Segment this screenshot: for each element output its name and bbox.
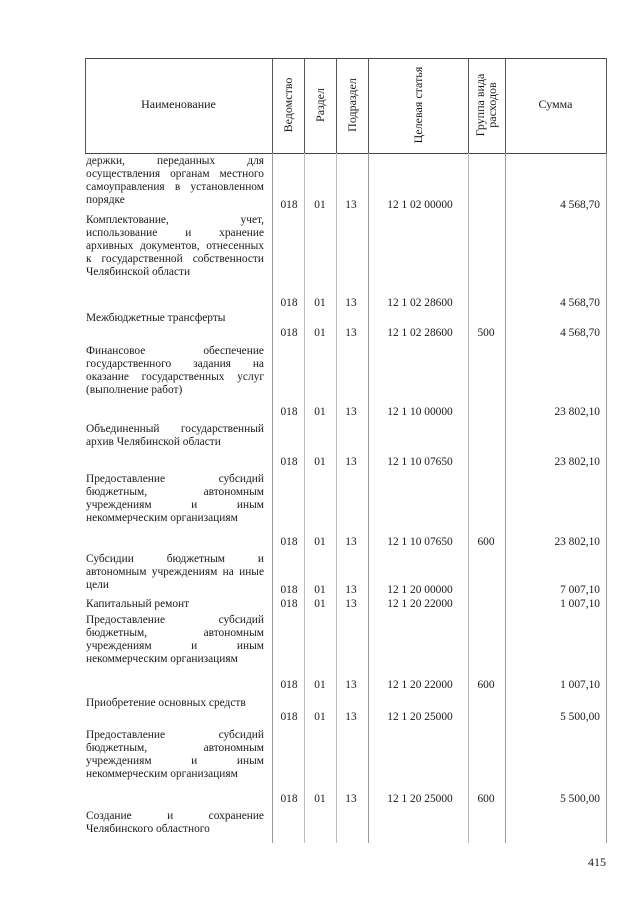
- cell-gruppa: 500: [477, 327, 495, 339]
- cell-vedomstvo: 018: [280, 327, 298, 339]
- cell-vedomstvo: 018: [280, 679, 298, 691]
- cell-vedomstvo: 018: [280, 793, 298, 805]
- col-divider: [606, 58, 607, 153]
- row-name: Субсидии бюджетным и автономным учреждениям на иные цели: [86, 553, 264, 591]
- col-divider: [368, 153, 369, 843]
- row-name: держки, переданных для осуществления органам местного самоуправления в установленном порядке: [86, 155, 264, 206]
- col-divider: [468, 153, 469, 843]
- cell-podrazdel: 13: [345, 456, 357, 468]
- cell-summa: 4 568,70: [560, 327, 600, 339]
- cell-podrazdel: 13: [345, 584, 357, 596]
- row-name: Предоставление субсидий бюджетным, автономным учреждениям и иным некоммерческим организациям: [86, 729, 264, 780]
- cell-podrazdel: 13: [345, 297, 357, 309]
- cell-vedomstvo: 018: [280, 536, 298, 548]
- cell-podrazdel: 13: [345, 406, 357, 418]
- cell-podrazdel: 13: [345, 598, 357, 610]
- cell-summa: 5 500,00: [560, 793, 600, 805]
- col-divider: [272, 58, 273, 153]
- col-divider: [336, 153, 337, 843]
- cell-podrazdel: 13: [345, 679, 357, 691]
- cell-podrazdel: 13: [345, 536, 357, 548]
- row-name: Предоставление субсидий бюджетным, автономным учреждениям и иным некоммерческим организациям: [86, 614, 264, 665]
- header-podrazdel: Подраздел: [345, 78, 359, 132]
- header-razdel: Раздел: [313, 88, 327, 122]
- cell-summa: 4 568,70: [560, 297, 600, 309]
- cell-razdel: 01: [314, 793, 326, 805]
- row-name: Капитальный ремонт: [86, 598, 190, 610]
- cell-vedomstvo: 018: [280, 456, 298, 468]
- row-name: Объединенный государственный архив Челябинской области: [86, 423, 264, 448]
- cell-gruppa: 600: [477, 679, 495, 691]
- cell-podrazdel: 13: [345, 711, 357, 723]
- row-name: Создание и сохранение Челябинского областного: [86, 810, 264, 835]
- header-gruppa: [474, 65, 498, 145]
- col-divider: [336, 58, 337, 153]
- cell-celevaya: 12 1 20 25000: [387, 793, 453, 805]
- cell-celevaya: 12 1 10 07650: [387, 456, 453, 468]
- cell-razdel: 01: [314, 456, 326, 468]
- cell-celevaya: 12 1 02 28600: [387, 297, 453, 309]
- header-celevaya: [412, 65, 424, 145]
- cell-summa: 1 007,10: [560, 679, 600, 691]
- col-divider: [304, 58, 305, 153]
- row-name: Комплектование, учет, использование и хранение архивных документов, отнесенных к государственной собственности Челябинской области: [86, 214, 264, 278]
- cell-podrazdel: 13: [345, 199, 357, 211]
- header-summa: Сумма: [538, 97, 573, 111]
- cell-vedomstvo: 018: [280, 711, 298, 723]
- cell-vedomstvo: 018: [280, 406, 298, 418]
- cell-razdel: 01: [314, 679, 326, 691]
- page-number: 415: [588, 855, 606, 869]
- header-name: Наименование: [141, 97, 216, 111]
- col-divider: [272, 153, 273, 843]
- cell-summa: 5 500,00: [560, 711, 600, 723]
- cell-vedomstvo: 018: [280, 199, 298, 211]
- cell-summa: 23 802,10: [554, 456, 600, 468]
- cell-razdel: 01: [314, 199, 326, 211]
- cell-vedomstvo: 018: [280, 584, 298, 596]
- row-name: Предоставление субсидий бюджетным, автономным учреждениям и иным некоммерческим организациям: [86, 473, 264, 524]
- row-name: Приобретение основных средств: [86, 697, 246, 709]
- cell-gruppa: 600: [477, 793, 495, 805]
- col-divider: [468, 58, 469, 153]
- col-divider: [368, 58, 369, 153]
- cell-razdel: 01: [314, 711, 326, 723]
- cell-summa: 23 802,10: [554, 406, 600, 418]
- cell-celevaya: 12 1 20 22000: [387, 679, 453, 691]
- cell-celevaya: 12 1 10 07650: [387, 536, 453, 548]
- cell-vedomstvo: 018: [280, 297, 298, 309]
- cell-celevaya: 12 1 20 22000: [387, 598, 453, 610]
- cell-celevaya: 12 1 02 00000: [387, 199, 453, 211]
- col-divider: [304, 153, 305, 843]
- col-divider: [606, 153, 607, 843]
- cell-razdel: 01: [314, 406, 326, 418]
- cell-razdel: 01: [314, 598, 326, 610]
- header-bottom-rule: [85, 153, 607, 154]
- cell-vedomstvo: 018: [280, 598, 298, 610]
- cell-gruppa: 600: [477, 536, 495, 548]
- row-name: Межбюджетные трансферты: [86, 312, 226, 324]
- col-divider: [505, 153, 506, 843]
- cell-celevaya: 12 1 02 28600: [387, 327, 453, 339]
- row-name: Финансовое обеспечение государственного задания на оказание государственных услуг (выполнение работ): [86, 345, 264, 396]
- cell-razdel: 01: [314, 327, 326, 339]
- header-celevaya-text: Целевая статья: [411, 66, 425, 144]
- cell-celevaya: 12 1 10 00000: [387, 406, 453, 418]
- cell-razdel: 01: [314, 297, 326, 309]
- cell-summa: 23 802,10: [554, 536, 600, 548]
- cell-podrazdel: 13: [345, 793, 357, 805]
- cell-podrazdel: 13: [345, 327, 357, 339]
- cell-summa: 1 007,10: [560, 598, 600, 610]
- header-vedomstvo: Ведомство: [281, 77, 295, 133]
- cell-summa: 7 007,10: [560, 584, 600, 596]
- header-gruppa-text: Группа вида расходов: [473, 73, 499, 137]
- cell-celevaya: 12 1 20 25000: [387, 711, 453, 723]
- cell-summa: 4 568,70: [560, 199, 600, 211]
- cell-razdel: 01: [314, 584, 326, 596]
- cell-celevaya: 12 1 20 00000: [387, 584, 453, 596]
- cell-razdel: 01: [314, 536, 326, 548]
